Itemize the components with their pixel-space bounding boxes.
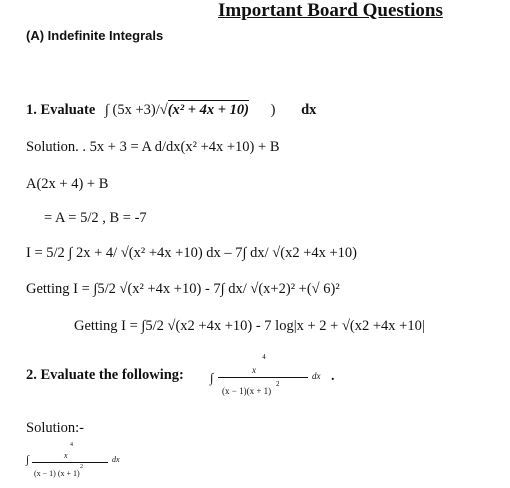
q1-integrand: ∫ (5x +3)/ [104,102,160,118]
q2-dot: . [331,369,335,384]
q1-close-paren: ) [270,102,276,118]
sol2-numerator [62,441,73,451]
sol2-fraction-bar [32,462,108,463]
sol2-num-exp: 4 [70,442,73,448]
q2-integral-sign: ∫ [210,370,214,385]
q2-num-exp: 4 [262,353,266,361]
q1-label: 1. Evaluate [26,102,96,118]
sol1-line-2: A(2x + 4) + B [26,176,109,192]
q2-label: 2. Evaluate the following: [26,367,184,383]
sol1-line-3: = A = 5/2 , B = -7 [44,210,147,226]
q1-radical: √ [159,102,168,118]
section-heading: (A) Indefinite Integrals [26,28,164,43]
q1-dx: dx [301,102,317,118]
sol2-den-exp: 2 [80,464,83,470]
q2-den-exp: 2 [276,380,280,388]
sol2-num: x [64,451,68,460]
q2-den: (x − 1)(x + 1) [222,386,272,396]
sol2-integral-sign: ∫ [26,454,30,466]
question-1 [26,100,316,119]
q1-radicand: (x² + 4x + 10) [167,102,249,118]
q2-denominator [222,386,271,396]
sol2-den: (x − 1) (x + 1) [34,469,80,478]
sol2-label: Solution:- [26,420,85,436]
q2-numerator [252,353,266,375]
sol1-line-1: Solution. . 5x + 3 = A d/dx(x² +4x +10) + B [26,139,280,155]
sol1-line-6: Getting I = ∫5/2 √(x2 +4x +10) - 7 log|x + 2 + √(x2 +4x +10| [74,318,425,334]
sol2-dx: dx [112,455,120,464]
q2-fraction-bar [218,377,308,378]
sol1-line-5: Getting I = ∫5/2 √(x² +4x +10) - 7∫ dx/ √(x+2)² +(√ 6)² [26,281,340,297]
q2-num: x [252,365,256,375]
q2-dx: dx [312,371,321,381]
page-title: Important Board Questions [218,0,443,21]
sol1-line-4: I = 5/2 ∫ 2x + 4/ √(x² +4x +10) dx – 7∫ dx/ √(x2 +4x +10) [26,245,358,261]
